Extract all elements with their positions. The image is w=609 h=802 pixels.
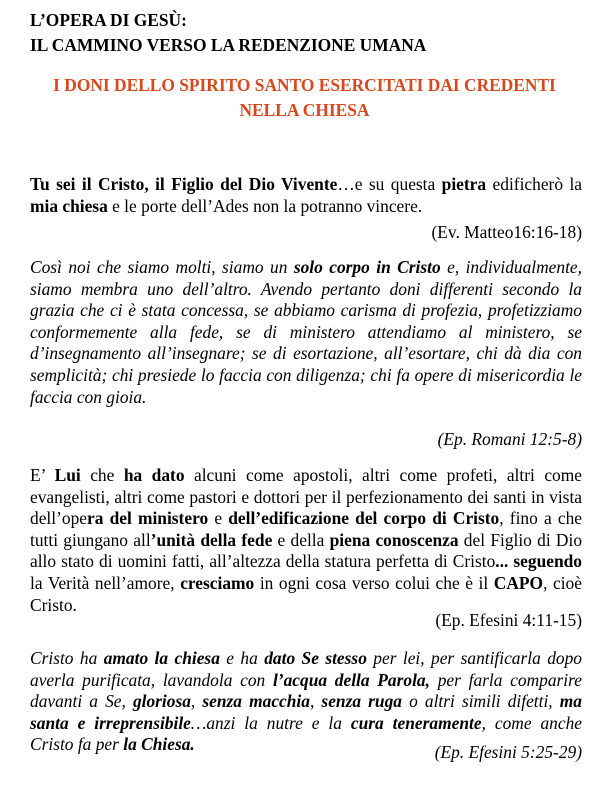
p3-text-k: e della	[272, 529, 330, 550]
p4-bold-b: amato la chiesa	[103, 648, 220, 668]
p4-bold-n: ma santa e irreprensibile	[30, 691, 582, 733]
p2-text-a: Così noi che siamo molti, siamo un	[30, 257, 294, 277]
p4-text-m: o altri simili difetti,	[401, 691, 560, 712]
header-line-2: IL CAMMINO VERSO LA REDENZIONE UMANA	[30, 35, 427, 55]
p3-text-e: alcuni come apostoli, altri come profeti, altri come evangelisti, altri come pastori e dottori per il perfezionamento dei santi in vista dell’ope	[30, 465, 582, 529]
p1-bold-e: mia chiesa	[30, 195, 108, 216]
p3-text-i: , fino a che tutti giungano all	[30, 508, 582, 550]
p4-text-g: per farla comparire davanti a Se,	[30, 669, 582, 712]
p4-bold-l: senza ruga	[321, 691, 402, 712]
paragraph-efesini-5	[30, 648, 582, 756]
p4-bold-f: l’acqua della Parola,	[272, 669, 430, 690]
p1-bold-c: pietra	[441, 174, 487, 194]
p4-bold-p: cura teneramente	[350, 712, 482, 733]
reference-matteo: (Ev. Matteo16:16-18)	[431, 222, 582, 242]
p3-text-t: , cioè Cristo.	[30, 572, 582, 615]
p3-text-g: e	[208, 508, 229, 529]
p1-text-f: e le porte dell’Ades non la potranno vincere.	[107, 195, 423, 216]
p2-bold-b: solo corpo in Cristo	[293, 257, 441, 277]
p2-text-c: e, individualmente, siamo membra uno dell’altro. Avendo pertanto doni differenti secondo la grazia che ci è stata concessa, se abbiamo carisma di profezia, profetizziamo conformemente alla fede, se di ministero attendiamo al ministero, se d’insegnamento all’insegnare; se di esortazione, all’esortare, chi dà dia con semplicità; chi presiede lo faccia con diligenza; chi fa opere di misericordia le faccia con gioia.	[30, 257, 582, 407]
p4-text-e: per lei, per santificarla dopo averla purificata, lavandola con	[30, 648, 582, 690]
p4-text-i: ,	[190, 691, 203, 712]
reference-efesini-5: (Ep. Efesini 5:25-29)	[429, 742, 582, 763]
p1-text-d: edificherò la	[486, 174, 583, 194]
p3-text-c: che	[80, 465, 124, 485]
p3-bold-d: ha dato	[123, 465, 185, 485]
p3-bold-l: piena conoscenza	[329, 529, 459, 550]
reference-romani: (Ep. Romani 12:5-8)	[437, 429, 582, 449]
p4-bold-h: gloriosa	[132, 691, 191, 712]
p1-text-b: …e su questa	[337, 174, 442, 194]
paragraph-romani	[30, 257, 582, 408]
p1-bold-a: Tu sei il Cristo, il Figlio del Dio Vivente	[30, 174, 338, 194]
p4-text-o: …anzi la nutre e la	[190, 712, 351, 733]
paragraph-efesini-4	[30, 465, 582, 616]
reference-efesini-4: (Ep. Efesini 4:11-15)	[429, 610, 582, 631]
paragraph-matteo	[30, 174, 582, 217]
p4-bold-d: dato Se stesso	[264, 648, 367, 668]
p3-bold-f: ra del ministero	[86, 508, 209, 529]
p3-bold-q: cresciamo	[180, 572, 255, 593]
header-line-1: L’OPERA DI GESÙ:	[30, 10, 187, 30]
p3-bold-o: seguendo	[508, 551, 583, 572]
p3-bold-n: ...	[495, 551, 509, 572]
p4-bold-j: senza macchia	[202, 691, 310, 712]
p3-bold-h: dell’edificazione del corpo di Cristo	[228, 508, 500, 529]
p4-bold-r: la Chiesa.	[123, 734, 195, 755]
p4-text-a: Cristo ha	[30, 648, 104, 668]
p3-text-a: E’	[30, 465, 55, 485]
p3-bold-b: Lui	[54, 465, 81, 485]
p4-text-k: ,	[309, 691, 322, 712]
subtitle-line-1: I DONI DELLO SPIRITO SANTO ESERCITATI DAI CREDENTI	[53, 75, 556, 95]
p3-text-p: la Verità nell’amore,	[30, 572, 181, 593]
p3-text-m: del Figlio di Dio allo stato di uomini fatti, all’altezza della statura perfetta di Cristo	[30, 529, 583, 572]
subtitle-line-2: NELLA CHIESA	[239, 100, 370, 120]
p3-bold-s: CAPO	[493, 572, 544, 593]
p4-text-q: , come anche Cristo fa per	[30, 712, 583, 755]
p3-bold-j: ’unità della fede	[150, 529, 273, 550]
p4-text-c: e ha	[219, 648, 265, 668]
p3-text-r: in ogni cosa verso colui che è il	[254, 572, 494, 593]
